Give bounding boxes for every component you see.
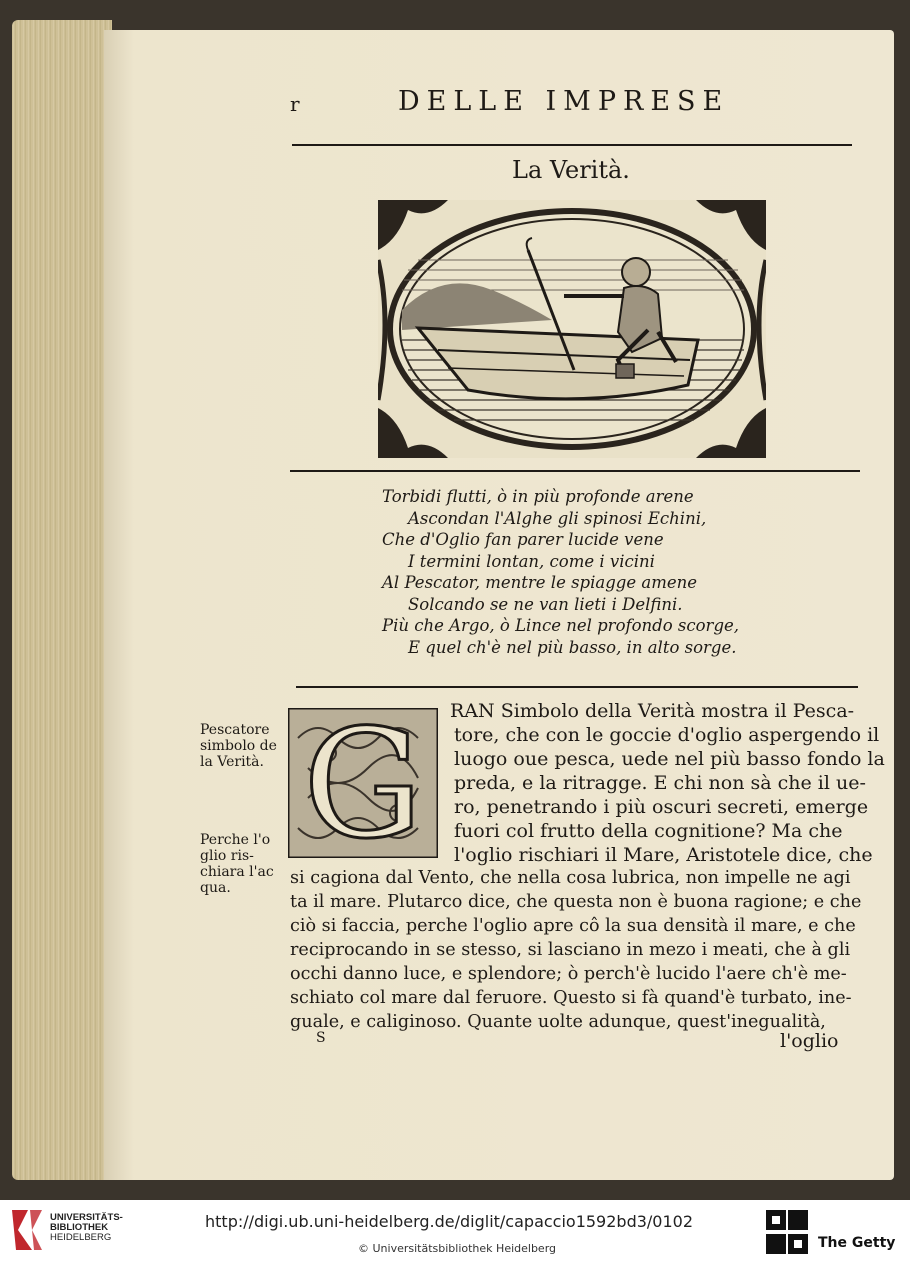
ub-wordmark-line: UNIVERSITÄTS- [50, 1212, 123, 1223]
page-number-mark: r [290, 92, 300, 116]
body-line: ciò si faccia, perche l'oglio apre cô la sua densità il mare, e che [290, 916, 856, 936]
copyright-notice: © Universitätsbibliothek Heidelberg [358, 1242, 557, 1255]
verse-line: Ascondan l'Alghe gli spinosi Echini, [408, 508, 707, 528]
margin-note-line: qua. [200, 880, 231, 896]
ub-heidelberg-logo-icon [10, 1208, 44, 1252]
margin-note-line: glio ris- [200, 848, 254, 864]
ub-wordmark-line: BIBLIOTHEK [50, 1222, 109, 1233]
margin-note-line: simbolo de [200, 738, 277, 754]
verse-line: Più che Argo, ò Lince nel profondo scorge, [382, 616, 740, 635]
body-line: schiato col mare dal feruore. Questo si fà quand'è turbato, ine- [290, 988, 852, 1008]
body-line: guale, e caliginoso. Quante uolte adunque, quest'inegualità, [290, 1012, 826, 1032]
initial-ornament-frame [288, 708, 438, 858]
margin-note-pescatore [200, 722, 277, 770]
running-header: DELLE IMPRESE [398, 86, 730, 117]
margin-note-perche [200, 832, 274, 896]
verse-line: Che d'Oglio fan parer lucide vene [382, 530, 664, 549]
body-line: occhi danno luce, e splendore; ò perch'è lucido l'aere ch'è me- [290, 964, 847, 984]
margin-note-line: Perche l'o [200, 832, 271, 848]
verse-line: I termini lontan, come i vicini [408, 551, 655, 571]
body-line: l'oglio rischiari il Mare, Aristotele dice, che [454, 844, 873, 866]
body-line: fuori col frutto della cognitione? Ma che [454, 820, 843, 842]
woodcut-fisherman-illustration [378, 200, 766, 458]
decorated-initial [288, 708, 438, 858]
initial-letter: G [303, 708, 423, 858]
verse-line: Solcando se ne van lieti i Delfini. [408, 594, 683, 614]
margin-note-line: la Verità. [200, 754, 264, 770]
body-line: tore, che con le goccie d'oglio aspergendo il [454, 724, 880, 746]
verse-line: E quel ch'è nel più basso, in alto sorge. [408, 637, 737, 657]
margin-note-line: chiara l'ac [200, 864, 274, 880]
margin-note-line: Pescatore [200, 722, 270, 738]
permalink-url[interactable]: http://digi.ub.uni-heidelberg.de/diglit/capaccio1592bd3/0102 [205, 1212, 694, 1231]
verse-bottom-rule [296, 686, 858, 688]
body-line: reciprocando in se stesso, si lasciano in mezo i meati, che à gli [290, 940, 851, 960]
body-line: RAN Simbolo della Verità mostra il Pesca- [450, 700, 855, 722]
woodcut-bottom-rule [290, 470, 860, 472]
verse-line: Torbidi flutti, ò in più profonde arene [382, 487, 694, 506]
body-line: luogo oue pesca, uede nel più basso fondo la [454, 748, 885, 770]
ub-heidelberg-wordmark [50, 1213, 123, 1243]
book-page-edges [12, 20, 112, 1180]
getty-wordmark: The Getty [818, 1235, 896, 1251]
body-line: si cagiona dal Vento, che nella cosa lubrica, non impelle ne agi [290, 868, 851, 888]
ub-wordmark-line: HEIDELBERG [50, 1232, 112, 1243]
emblem-verse [382, 486, 739, 658]
emblem-title: La Verità. [512, 156, 630, 184]
body-line: ta il mare. Plutarco dice, che questa non è buona ragione; e che [290, 892, 862, 912]
verse-line: Al Pescator, mentre le spiagge amene [382, 573, 698, 592]
catchword: l'oglio [780, 1030, 839, 1052]
header-rule [292, 144, 852, 146]
body-line: preda, e la ritragge. E chi non sà che il ue- [454, 772, 866, 794]
signature-mark: S [316, 1030, 326, 1046]
getty-logo-icon [766, 1210, 808, 1256]
body-line: ro, penetrando i più oscuri secreti, emerge [454, 796, 869, 818]
